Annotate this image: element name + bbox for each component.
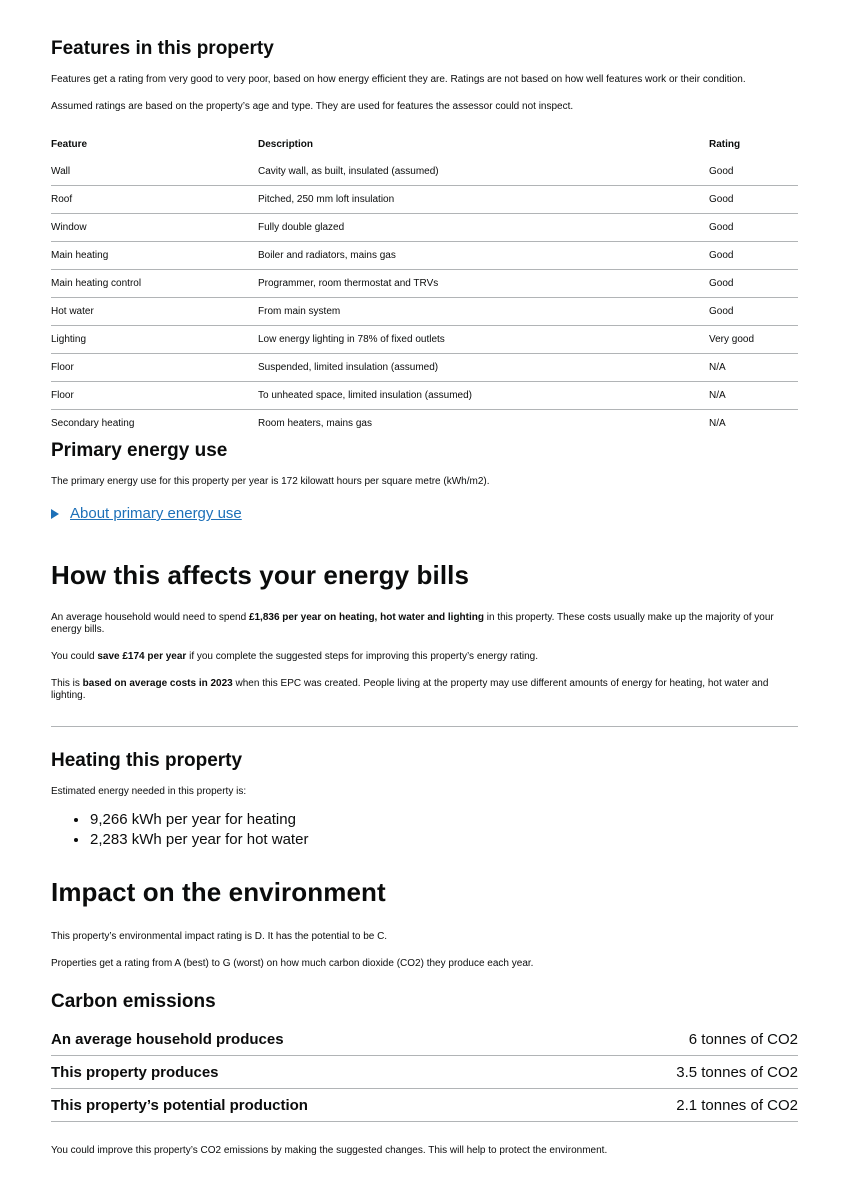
- bills-paragraph-3: This is based on average costs in 2023 when this EPC was created. People living at the property may use different amounts of energy for heating, hot water and lighting.: [51, 678, 769, 701]
- list-item: • 2,283 kWh per year for hot water: [89, 830, 798, 850]
- list-item: • 9,266 kWh per year for heating: [89, 810, 798, 830]
- feature-cell: Lighting: [51, 326, 258, 354]
- carbon-row-label: This property produces: [51, 1063, 219, 1081]
- carbon-row: [51, 1023, 798, 1056]
- feature-cell: Hot water: [51, 298, 258, 326]
- carbon-row: [51, 1056, 798, 1089]
- description-cell: Pitched, 250 mm loft insulation: [258, 186, 709, 214]
- heating-heading: Heating this property: [51, 750, 243, 771]
- description-cell: Room heaters, mains gas: [258, 410, 709, 438]
- rating-cell: Good: [709, 270, 798, 298]
- table-row: [51, 186, 798, 214]
- environment-paragraph-2: Properties get a rating from A (best) to G (worst) on how much carbon dioxide (CO2) they produce each year.: [51, 958, 534, 969]
- table-row: [51, 298, 798, 326]
- description-cell: Low energy lighting in 78% of fixed outlets: [258, 326, 709, 354]
- energy-bills-heading: How this affects your energy bills: [51, 560, 470, 590]
- rating-cell: Good: [709, 186, 798, 214]
- table-row: [51, 382, 798, 410]
- features-intro-2: Assumed ratings are based on the property’s age and type. They are used for features the assessor could not inspect.: [51, 101, 574, 112]
- primary-energy-text: The primary energy use for this property per year is 172 kilowatt hours per square metre (kWh/m2).: [51, 476, 490, 487]
- features-table-header: [51, 130, 798, 158]
- carbon-row-label: An average household produces: [51, 1030, 284, 1048]
- description-cell: Fully double glazed: [258, 214, 709, 242]
- column-header-rating: Rating: [709, 138, 741, 150]
- table-row: [51, 326, 798, 354]
- rating-cell: Good: [709, 242, 798, 270]
- table-row: [51, 158, 798, 186]
- feature-cell: Floor: [51, 382, 258, 410]
- rating-cell: Good: [709, 214, 798, 242]
- carbon-row-value: 2.1 tonnes of CO2: [676, 1096, 798, 1114]
- carbon-summary-list: [51, 1023, 798, 1122]
- carbon-row-label: This property’s potential production: [51, 1096, 308, 1114]
- column-header-feature: Feature: [51, 138, 88, 150]
- table-row: [51, 410, 798, 438]
- table-row: [51, 242, 798, 270]
- rating-cell: Very good: [709, 326, 798, 354]
- description-cell: To unheated space, limited insulation (assumed): [258, 382, 709, 410]
- description-cell: Boiler and radiators, mains gas: [258, 242, 709, 270]
- description-cell: Programmer, room thermostat and TRVs: [258, 270, 709, 298]
- table-row: [51, 354, 798, 382]
- description-cell: From main system: [258, 298, 709, 326]
- rating-cell: Good: [709, 166, 734, 177]
- primary-energy-details-link[interactable]: About primary energy use: [70, 505, 242, 522]
- triangle-right-icon: [51, 509, 59, 519]
- feature-cell: Window: [51, 214, 258, 242]
- rating-cell: Good: [709, 298, 798, 326]
- environment-paragraph-1: This property’s environmental impact rating is D. It has the potential to be C.: [51, 931, 388, 942]
- bills-paragraph-1: An average household would need to spend £1,836 per year on heating, hot water and lighting in this property. These costs usually make up the majority of your energy bills.: [51, 612, 774, 635]
- section-divider: [51, 726, 798, 727]
- heating-list: [51, 810, 798, 850]
- primary-energy-heading: Primary energy use: [51, 440, 228, 461]
- features-table: [51, 130, 798, 437]
- features-heading: Features in this property: [51, 38, 274, 59]
- carbon-row: [51, 1089, 798, 1122]
- feature-cell: Main heating: [51, 242, 258, 270]
- feature-cell: Roof: [51, 186, 258, 214]
- carbon-row-value: 6 tonnes of CO2: [688, 1030, 798, 1048]
- feature-cell: Floor: [51, 354, 258, 382]
- bills-paragraph-2: You could save £174 per year if you complete the suggested steps for improving this property’s energy rating.: [51, 651, 538, 662]
- description-cell: Suspended, limited insulation (assumed): [258, 354, 709, 382]
- carbon-footer: You could improve this property’s CO2 emissions by making the suggested changes. This will help to protect the environment.: [51, 1145, 608, 1156]
- features-intro-1: Features get a rating from very good to very poor, based on how energy efficient they are. Ratings are not based on how well features work or their condition.: [51, 74, 746, 85]
- table-row: [51, 270, 798, 298]
- column-header-description: Description: [258, 138, 314, 150]
- description-cell: Cavity wall, as built, insulated (assumed): [258, 166, 439, 177]
- rating-cell: N/A: [709, 354, 798, 382]
- heating-intro: Estimated energy needed in this property is:: [51, 786, 247, 797]
- carbon-row-value: 3.5 tonnes of CO2: [676, 1063, 798, 1081]
- environment-heading: Impact on the environment: [51, 877, 386, 907]
- primary-energy-details[interactable]: [51, 505, 798, 522]
- rating-cell: N/A: [709, 410, 798, 438]
- feature-cell: Wall: [51, 166, 71, 177]
- rating-cell: N/A: [709, 382, 798, 410]
- feature-cell: Secondary heating: [51, 410, 258, 438]
- carbon-heading: Carbon emissions: [51, 991, 216, 1012]
- table-row: [51, 214, 798, 242]
- feature-cell: Main heating control: [51, 270, 258, 298]
